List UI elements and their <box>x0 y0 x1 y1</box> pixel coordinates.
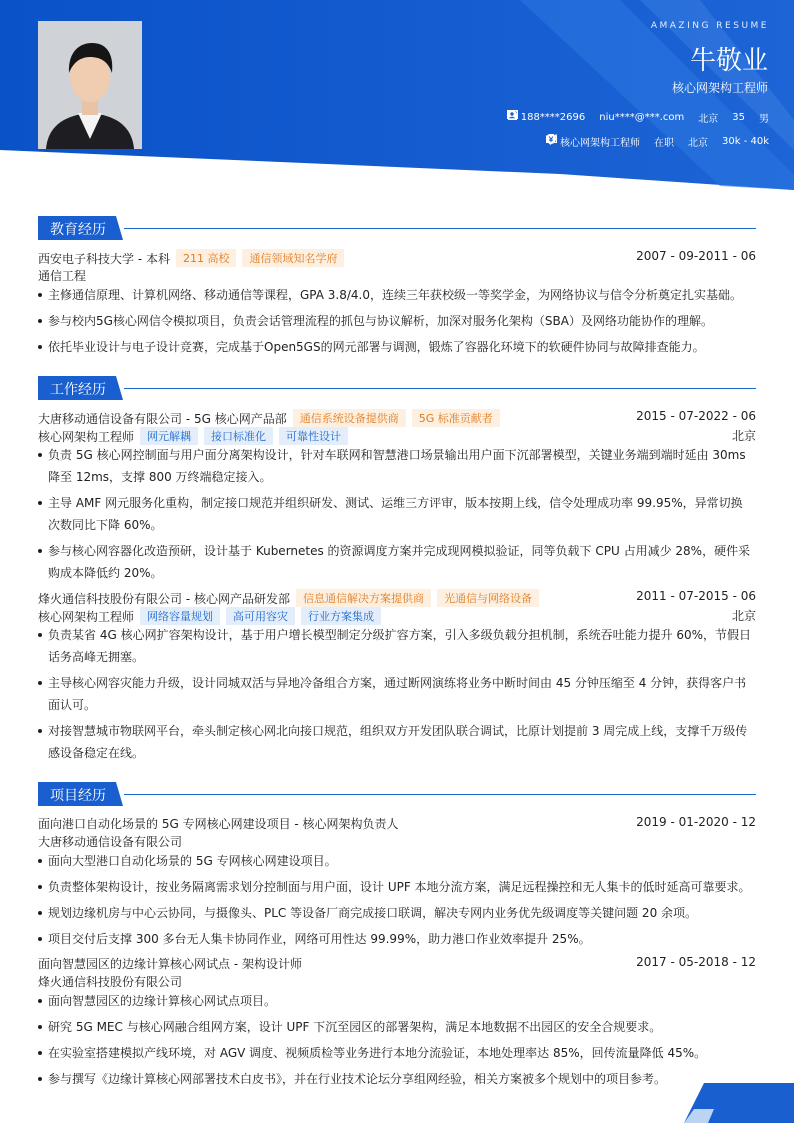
job-bullet: 负责某省 4G 核心网扩容架构设计，基于用户增长模型制定分级扩容方案，引入多级负载分担机制，系统吞吐能力提升 60%，节假日话务高峰无拥塞。 <box>48 624 754 668</box>
job-role-row <box>38 607 756 625</box>
gender-item <box>759 110 769 125</box>
project-name: 面向智慧园区的边缘计算核心网试点 - 架构设计师 <box>38 957 302 971</box>
company-tag: 信息通信解决方案提供商 <box>296 589 431 607</box>
target-city-item <box>688 134 708 149</box>
job-entry-header <box>38 409 756 427</box>
city-value: 北京 <box>698 114 719 125</box>
education-bullet: 参与校内5G核心网信令模拟项目，负责会话管理流程的抓包与协议解析，加深对服务化架构（SBA）及网络功能协作的理解。 <box>48 310 754 332</box>
city-item <box>698 110 718 125</box>
work-heading: 工作经历 <box>50 382 106 398</box>
project-period: 2017 - 05-2018 - 12 <box>636 955 756 969</box>
company-tag: 光通信与网络设备 <box>437 589 539 607</box>
project-bullet: 规划边缘机房与中心云协同，与摄像头、PLC 等设备厂商完成接口联调，解决专网内业务优先级调度等关键问题 20 余项。 <box>48 902 754 924</box>
job-bullet: 负责 5G 核心网控制面与用户面分离架构设计，针对车联网和智慧港口场景输出用户面下沉部署模型，关键业务端到端时延由 30ms 降至 12ms，支撑 800 万终端稳定接入。 <box>48 444 754 488</box>
target-job-item <box>560 134 640 149</box>
company-tag: 通信系统设备提供商 <box>293 409 406 427</box>
candidate-name: 牛敬业 <box>689 46 768 76</box>
school-name: 西安电子科技大学 - 本科 <box>38 251 170 266</box>
education-bullet: 主修通信原理、计算机网络、移动通信等课程，GPA 3.8/4.0，连续三年获校级一等奖学金，为网络协议与信令分析奠定扎实基础。 <box>48 284 754 306</box>
job-intent-row <box>546 134 769 149</box>
education-bullet: 依托毕业设计与电子设计竞赛，完成基于Open5GS的网元部署与调测，锻炼了容器化环境下的软硬件协同与故障排查能力。 <box>48 336 754 358</box>
footer-corner-decoration <box>684 1083 794 1123</box>
email-item <box>599 112 684 123</box>
project-bullet: 面向智慧园区的边缘计算核心网试点项目。 <box>48 990 754 1012</box>
project-bullet: 在实验室搭建模拟产线环境，对 AGV 调度、视频质检等业务进行本地分流验证，本地处理率达 85%，回传流量降低 45%。 <box>48 1042 754 1064</box>
role-tag: 行业方案集成 <box>301 607 381 625</box>
phone-value: 188****2696 <box>520 112 586 123</box>
project-name: 面向港口自动化场景的 5G 专网核心网建设项目 - 核心网架构负责人 <box>38 817 399 831</box>
age-item <box>732 112 745 123</box>
job-bullet: 对接智慧城市物联网平台，牵头制定核心网北向接口规范，组织双方开发团队联合调试，比原计划提前 3 周完成上线，支撑千万级传感设备稳定在线。 <box>48 720 754 764</box>
target-job-value: 核心网架构工程师 <box>560 138 640 149</box>
projects-section-header <box>38 782 756 806</box>
education-period: 2007 - 09-2011 - 06 <box>636 249 756 263</box>
money-icon <box>546 134 556 144</box>
salary-value: 30k - 40k <box>722 136 769 147</box>
job-role-row <box>38 427 756 445</box>
status-item <box>654 134 674 149</box>
project-bullet: 项目交付后支撑 300 多台无人集卡协同作业，网络可用性达 99.99%，助力港口作业效率提升 25%。 <box>48 928 754 950</box>
role-tag: 网络容量规划 <box>140 607 220 625</box>
project-bullet: 负责整体架构设计，按业务隔离需求划分控制面与用户面，设计 UPF 本地分流方案，满足远程操控和无人集卡的低时延高可靠要求。 <box>48 876 754 898</box>
job-role: 核心网架构工程师 <box>38 429 135 444</box>
project-bullet: 研究 5G MEC 与核心网融合组网方案，设计 UPF 下沉至园区的部署架构，满足本地数据不出园区的安全合规要求。 <box>48 1016 754 1038</box>
salary-item <box>722 136 769 147</box>
section-tab <box>38 376 123 400</box>
section-divider <box>124 228 756 229</box>
company-name: 大唐移动通信设备有限公司 - 5G 核心网产品部 <box>38 411 287 426</box>
profile-photo <box>38 21 142 149</box>
status-value: 在职 <box>654 138 674 149</box>
company-name: 烽火通信科技股份有限公司 - 核心网产品研发部 <box>38 591 290 606</box>
school-tag: 通信领域知名学府 <box>242 249 344 267</box>
gender-value: 男 <box>759 114 769 125</box>
project-entry-header <box>38 815 756 833</box>
job-entry-header <box>38 589 756 607</box>
email-value: niu****@***.com <box>599 112 685 123</box>
age-value: 35 <box>732 112 745 123</box>
section-divider <box>124 794 756 795</box>
phone-item <box>521 112 586 123</box>
job-period: 2015 - 07-2022 - 06 <box>636 409 756 423</box>
job-period: 2011 - 07-2015 - 06 <box>636 589 756 603</box>
job-city: 北京 <box>731 609 756 623</box>
brand-label: AMAZING RESUME <box>650 21 769 31</box>
projects-heading: 项目经历 <box>50 788 106 804</box>
job-bullet: 主导 AMF 网元服务化重构，制定接口规范并组织研发、测试、运维三方评审，版本按期上线，信令处理成功率 99.95%，异常切换次数同比下降 60%。 <box>48 492 754 536</box>
section-tab <box>38 782 123 806</box>
contact-row <box>507 110 769 125</box>
school-tag: 211 高校 <box>176 249 237 267</box>
project-bullet: 面向大型港口自动化场景的 5G 专网核心网建设项目。 <box>48 850 754 872</box>
job-city: 北京 <box>731 429 756 443</box>
header-banner <box>0 0 794 200</box>
project-entry-header <box>38 955 756 973</box>
target-city-value: 北京 <box>688 138 708 149</box>
role-tag: 网元解耦 <box>140 427 198 445</box>
section-tab <box>38 216 123 240</box>
job-role: 核心网架构工程师 <box>38 609 135 624</box>
education-heading: 教育经历 <box>50 222 106 238</box>
company-tag: 5G 标准贡献者 <box>412 409 500 427</box>
role-tag: 接口标准化 <box>204 427 273 445</box>
education-entry-header <box>38 249 756 267</box>
role-tag: 可靠性设计 <box>279 427 348 445</box>
project-bullet: 参与撰写《边缘计算核心网部署技术白皮书》，并在行业技术论坛分享组网经验，相关方案被多个规划中的项目参考。 <box>48 1068 754 1090</box>
project-period: 2019 - 01-2020 - 12 <box>636 815 756 829</box>
job-bullet: 主导核心网容灾能力升级，设计同城双活与异地冷备组合方案，通过断网演练将业务中断时间由 45 分钟压缩至 4 分钟，获得客户书面认可。 <box>48 672 754 716</box>
work-section-header <box>38 376 756 400</box>
education-section-header <box>38 216 756 240</box>
project-org: 烽火通信科技股份有限公司 <box>38 975 183 989</box>
project-org: 大唐移动通信设备有限公司 <box>38 835 183 849</box>
job-bullet: 参与核心网容器化改造预研，设计基于 Kubernetes 的资源调度方案并完成现网模拟验证，同等负载下 CPU 占用减少 28%，硬件采购成本降低约 20%。 <box>48 540 754 584</box>
education-major: 通信工程 <box>38 269 87 283</box>
section-divider <box>124 388 756 389</box>
candidate-title: 核心网架构工程师 <box>671 81 768 95</box>
user-icon <box>507 110 517 120</box>
role-tag: 高可用容灾 <box>226 607 295 625</box>
